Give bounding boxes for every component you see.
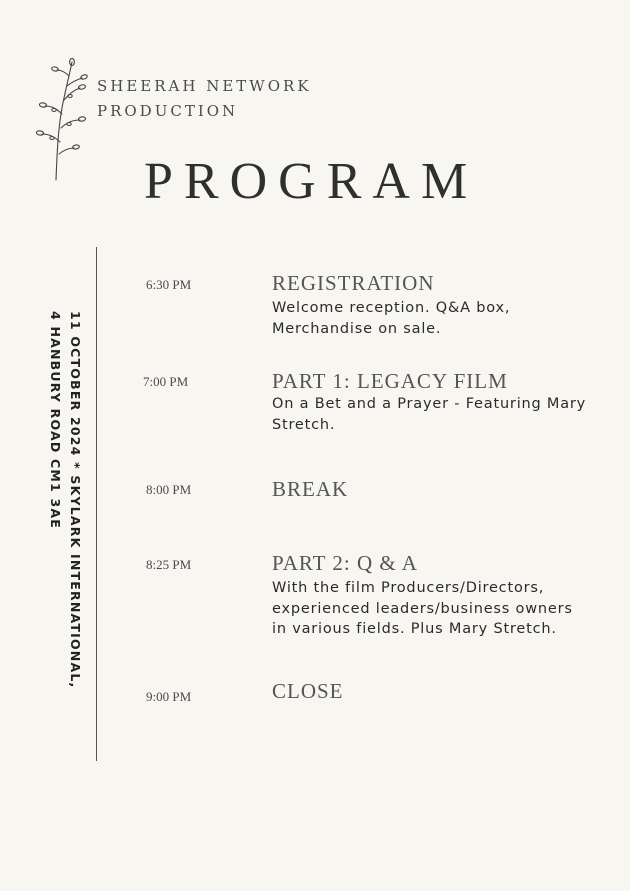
schedule-description-1: Welcome reception. Q&A box, Merchandise on sale. xyxy=(272,300,511,337)
schedule-description-2: On a Bet and a Prayer - Featuring Mary Stretch. xyxy=(272,396,587,433)
schedule-time-3: 8:00 PM xyxy=(146,482,192,497)
schedule-description-4: With the film Producers/Directors, experienced leaders/business owners in various fields. Plus Mary Stretch. xyxy=(272,580,573,637)
organization-line-1: SHEERAH NETWORK xyxy=(97,77,312,95)
event-address: 4 HANBURY ROAD CM1 3AE xyxy=(48,311,63,529)
schedule-time-5: 9:00 PM xyxy=(146,689,192,704)
schedule-heading-3: BREAK xyxy=(272,477,349,501)
event-info xyxy=(45,311,85,711)
schedule-heading-1: REGISTRATION xyxy=(272,271,435,295)
schedule-heading-4: PART 2: Q & A xyxy=(272,551,418,575)
schedule-time-4: 8:25 PM xyxy=(146,557,192,572)
leaf-sprig-icon xyxy=(36,58,92,182)
organization-line-2: PRODUCTION xyxy=(97,102,239,120)
schedule-heading-5: CLOSE xyxy=(272,679,344,703)
organization-name xyxy=(97,74,312,124)
schedule-heading-2: PART 1: LEGACY FILM xyxy=(272,369,508,393)
event-date-venue: 11 OCTOBER 2024 * SKYLARK INTERNATIONAL, xyxy=(68,311,83,689)
divider-line xyxy=(96,247,97,761)
schedule-time-1: 6:30 PM xyxy=(146,277,192,292)
page-title: PROGRAM xyxy=(144,153,479,210)
schedule-time-2: 7:00 PM xyxy=(143,374,189,389)
